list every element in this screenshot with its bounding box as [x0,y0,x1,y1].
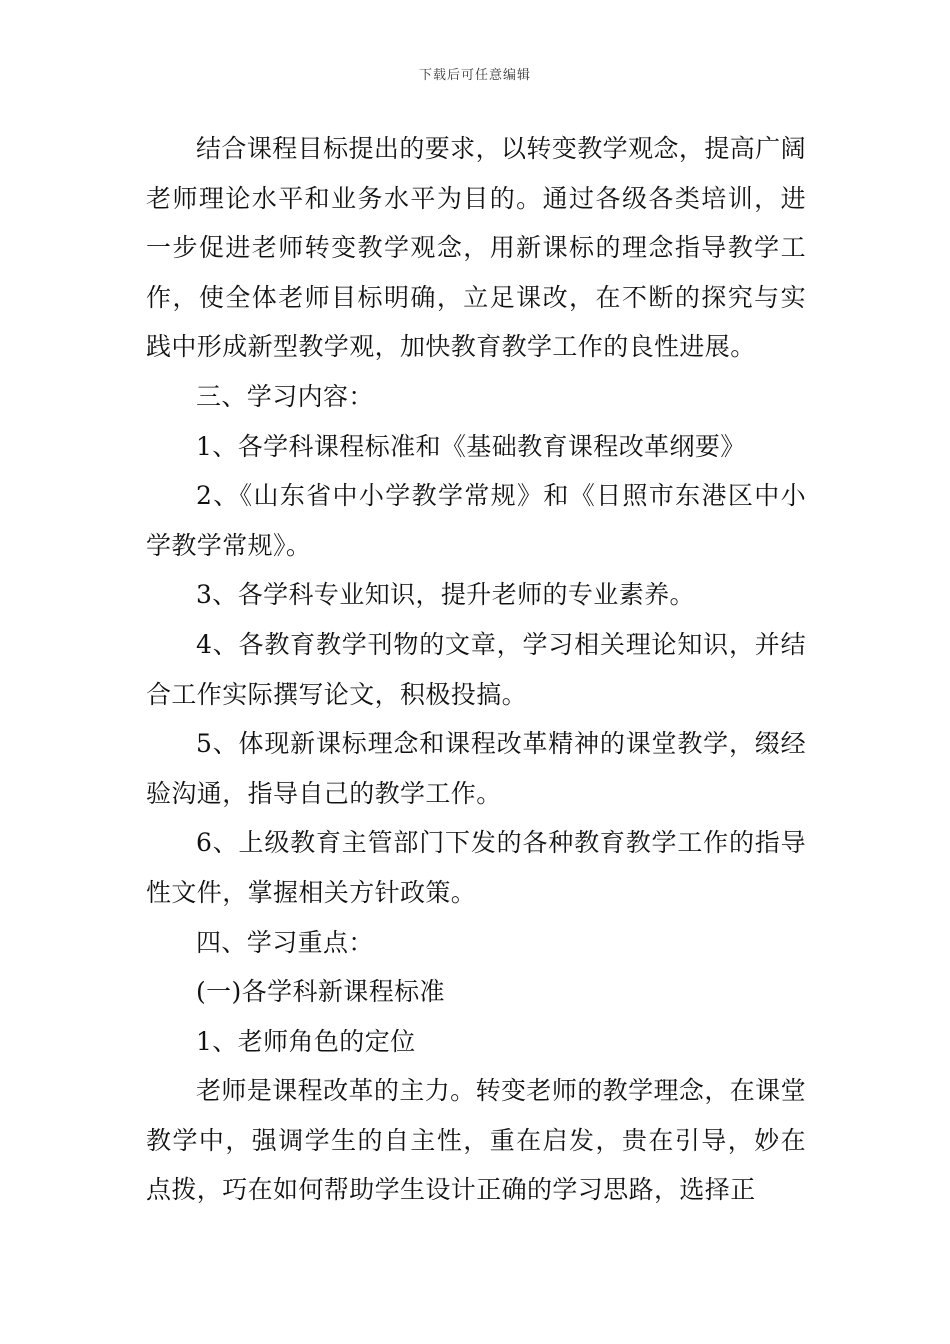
document-body [146,124,806,1215]
subheading-curriculum-standards: (一)各学科新课程标准 [196,977,445,1007]
list-item-4: 4、各教育教学刊物的文章，学习相关理论知识，并结合工作实际撰写论文，积极投搞。 [146,629,806,709]
heading-learning-focus: 四、学习重点： [196,927,374,957]
paragraph-teacher-role: 老师是课程改革的主力。转变老师的教学理念，在课堂教学中，强调学生的自主性，重在启发，贵在引导，妙在点拨，巧在如何帮助学生设计正确的学习思路，选择正 [146,1076,806,1205]
page-header: 下载后可任意编辑 [418,68,531,83]
list-item-1: 1、各学科课程标准和《基础教育课程改革纲要》 [196,431,746,461]
heading-learning-content: 三、学习内容： [196,381,374,411]
list-item-5: 5、体现新课标理念和课程改革精神的课堂教学，缀经验沟通，指导自己的教学工作。 [146,729,806,808]
list-item-3: 3、各学科专业知识，提升老师的专业素养。 [196,580,695,610]
list-item-2: 2、《山东省中小学教学常规》和《日照市东港区中小学教学常规》。 [146,481,806,560]
list-item-6: 6、上级教育主管部门下发的各种教育教学工作的指导性文件，掌握相关方针政策。 [146,828,806,907]
paragraph-goal: 结合课程目标提出的要求，以转变教学观念，提高广阔老师理论水平和业务水平为目的。通过各级各类培训，进一步促进老师转变教学观念，用新课标的理念指导教学工作，使全体老师目标明确，立足课改，在不断的探究与实践中形成新型教学观，加快教育教学工作的良性进展。 [146,134,806,362]
subheading-teacher-role: 1、老师角色的定位 [196,1026,416,1056]
